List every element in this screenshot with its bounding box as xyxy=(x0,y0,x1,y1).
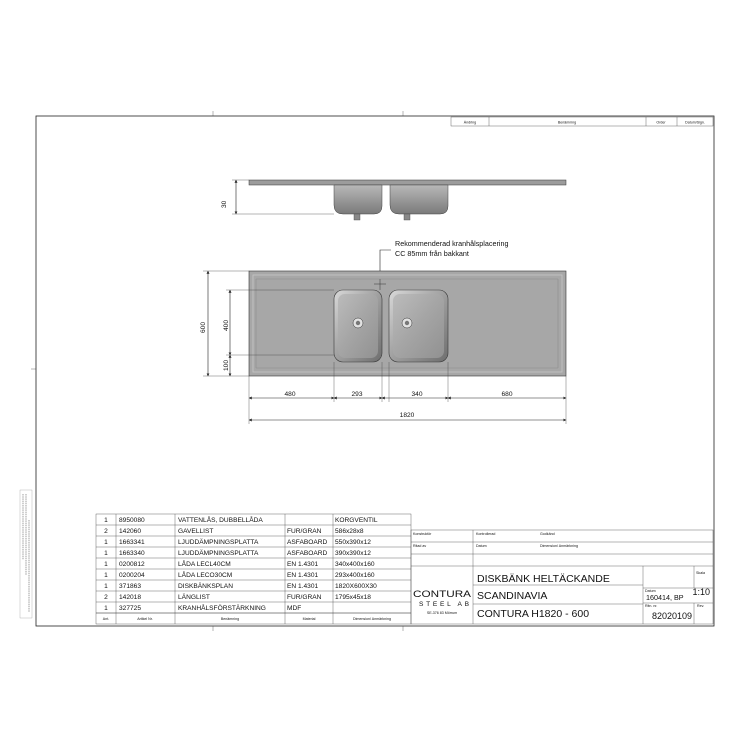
plan-view xyxy=(200,271,566,424)
parts-cell-dim: 340x400x160 xyxy=(335,561,375,568)
parts-cell-qty: 1 xyxy=(104,550,108,557)
tb-date: Datum xyxy=(476,544,487,548)
parts-cell-dim: 550x390x12 xyxy=(335,539,371,546)
parts-cell-art: 327725 xyxy=(119,605,142,612)
parts-cell-qty: 1 xyxy=(104,583,108,590)
tb-approved: Godkänd xyxy=(540,532,555,536)
parts-cell-dim: 390x390x12 xyxy=(335,550,371,557)
tb-drawn-by: Ritad av xyxy=(413,544,427,548)
parts-rows xyxy=(96,515,411,613)
parts-cell-qty: 1 xyxy=(104,605,108,612)
width-label-293: 293 xyxy=(351,391,363,398)
drawing-no-label: Ritn. nr. xyxy=(645,604,658,608)
parts-cell-dim: 293x400x160 xyxy=(335,572,375,579)
parts-cell-dim: KORGVENTIL xyxy=(335,517,378,524)
drawing-title-1: DISKBÄNK HELTÄCKANDE xyxy=(477,573,610,585)
parts-cell-art: 0200204 xyxy=(119,572,145,579)
parts-cell-name: KRANHÅLSFÖRSTÄRKNING xyxy=(178,605,266,612)
company-address: SE-376 83 Mörrum xyxy=(426,611,458,615)
date-value: 160414, BP xyxy=(646,593,684,602)
rev-col-name: Benämning xyxy=(557,120,577,125)
parts-cell-qty: 2 xyxy=(104,528,108,535)
tb-checked: Kontrollerad xyxy=(476,532,496,536)
date-label: Datum xyxy=(645,589,656,593)
parts-cell-art: 1663341 xyxy=(119,539,145,546)
parts-cell-name: DISKBÄNKSPLAN xyxy=(178,583,233,590)
parts-cell-art: 0200812 xyxy=(119,561,145,568)
drawing-no-value: 82020109 xyxy=(651,611,692,621)
parts-cell-name: LÄNGLIST xyxy=(178,594,210,601)
footer-name: Benämning xyxy=(220,617,240,621)
parts-cell-art: 142018 xyxy=(119,594,142,601)
margin-copyright-note xyxy=(20,490,32,618)
parts-cell-name: LJUDDÄMPNINGSPLATTA xyxy=(178,550,259,557)
total-width-label: 1820 xyxy=(399,412,415,419)
rev-label: Rev. xyxy=(697,604,705,608)
parts-cell-art: 1663340 xyxy=(119,550,145,557)
title-block xyxy=(411,530,713,624)
company-logo-line1: CONTURA xyxy=(413,589,471,599)
parts-cell-qty: 1 xyxy=(104,572,108,579)
parts-cell-art: 142060 xyxy=(119,528,142,535)
tb-dim: Dimension/ Anmärkning xyxy=(540,544,578,548)
footer-art: Artikel Nr. xyxy=(137,617,153,621)
parts-cell-material: EN 1.4301 xyxy=(287,561,319,568)
rev-col-date: Datum/Sign. xyxy=(685,120,705,125)
parts-cell-dim: 586x28x8 xyxy=(335,528,364,535)
parts-cell-name: LÅDA LECL40CM xyxy=(178,561,231,568)
parts-cell-material: EN 1.4301 xyxy=(287,572,319,579)
parts-cell-material: FUR/GRAN xyxy=(287,594,322,601)
parts-cell-material: FUR/GRAN xyxy=(287,528,322,535)
parts-list xyxy=(96,514,411,624)
company-logo-line2: STEEL AB xyxy=(419,601,469,608)
footer-dim: Dimension/ Anmärkning xyxy=(353,617,391,621)
plan-front-offset-label: 100 xyxy=(223,359,230,371)
parts-cell-name: VATTENLÅS, DUBBELLÅDA xyxy=(178,517,263,524)
parts-cell-material: ASFABOARD xyxy=(287,550,328,557)
footer-qty: Ant. xyxy=(102,617,110,621)
parts-cell-material: EN 1.4301 xyxy=(287,583,319,590)
scale-value: 1:10 xyxy=(692,587,710,597)
parts-cell-material: MDF xyxy=(287,605,302,612)
side-view xyxy=(221,180,566,220)
parts-cell-dim: 1820X600X30 xyxy=(335,583,377,590)
side-height-label: 30 xyxy=(221,200,228,208)
rev-col-order: Order xyxy=(656,120,666,125)
parts-cell-dim: 1795x45x18 xyxy=(335,594,371,601)
scale-label: Skala xyxy=(696,571,705,575)
annotation-line-2: CC 85mm från bakkant xyxy=(395,249,469,258)
plan-bowl-depth-label: 400 xyxy=(223,319,230,331)
width-label-480: 480 xyxy=(284,391,296,398)
parts-cell-qty: 1 xyxy=(104,539,108,546)
parts-cell-qty: 1 xyxy=(104,561,108,568)
footer-material: Material xyxy=(302,617,316,621)
parts-cell-art: 8950080 xyxy=(119,517,145,524)
width-label-340: 340 xyxy=(411,391,423,398)
parts-cell-name: LÅDA LECO30CM xyxy=(178,572,233,579)
drawing-title-2: SCANDINAVIA xyxy=(477,590,548,602)
parts-cell-name: LJUDDÄMPNINGSPLATTA xyxy=(178,539,259,546)
plan-depth-label: 600 xyxy=(200,321,207,333)
parts-cell-name: GAVELLIST xyxy=(178,528,214,535)
parts-cell-material: ASFABOARD xyxy=(287,539,328,546)
drawing-title-3: CONTURA H1820 - 600 xyxy=(477,608,590,620)
revision-header xyxy=(451,117,713,126)
parts-cell-qty: 1 xyxy=(104,517,108,524)
parts-cell-qty: 2 xyxy=(104,594,108,601)
tb-designer: Konstruktör xyxy=(413,532,432,536)
width-label-680: 680 xyxy=(501,391,513,398)
rev-col-change: Ändring xyxy=(463,120,477,125)
parts-cell-art: 371863 xyxy=(119,583,142,590)
annotation-line-1: Rekommenderad kranhålsplacering xyxy=(395,239,509,248)
